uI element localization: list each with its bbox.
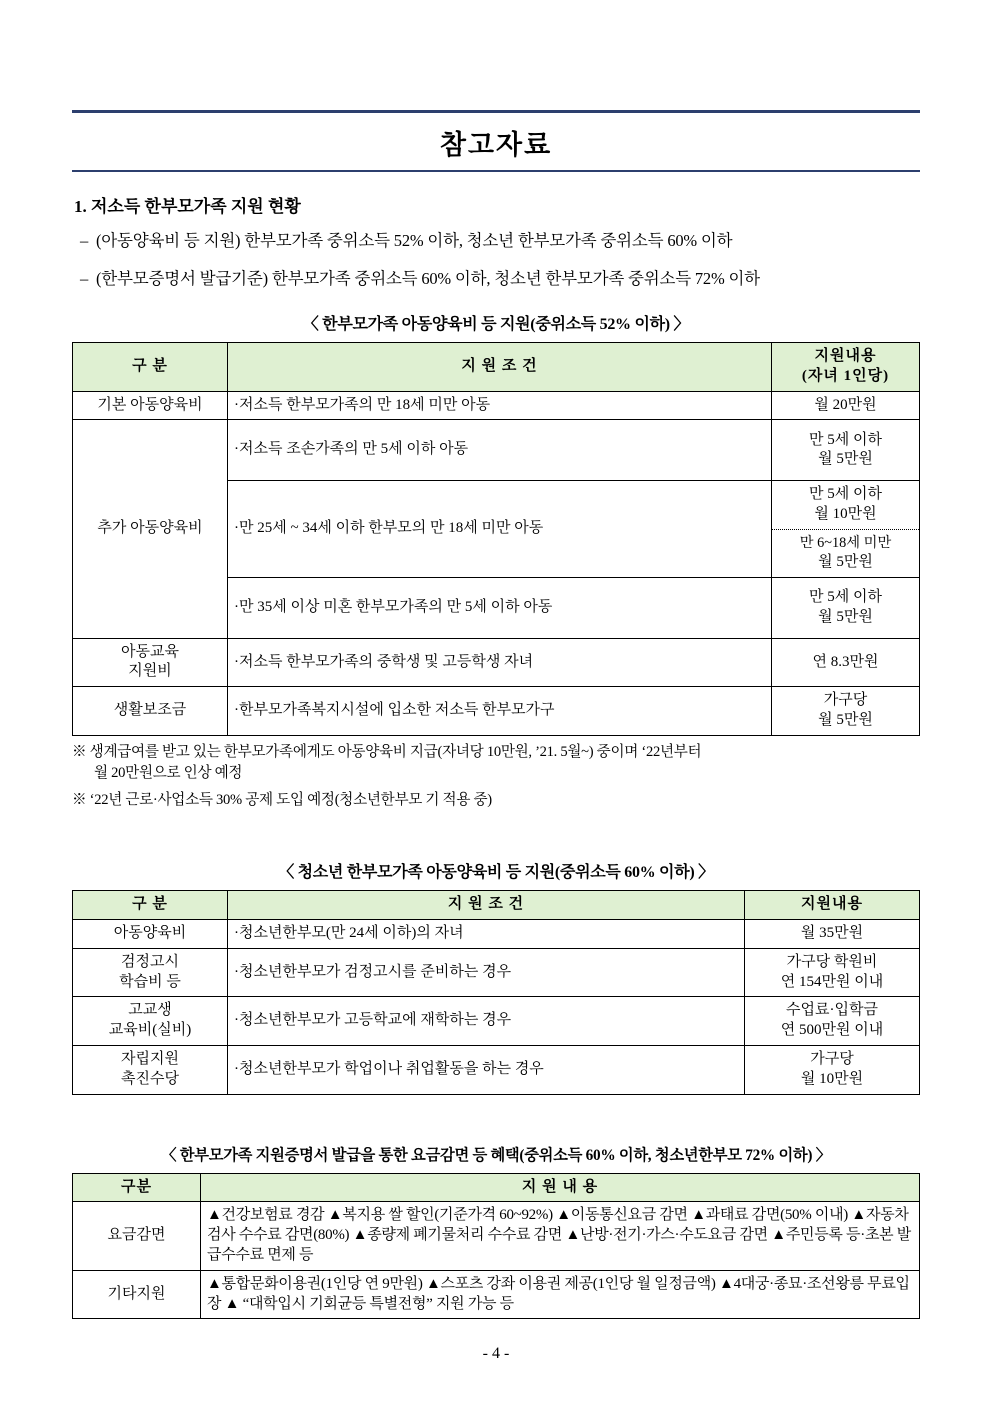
cell-amount-line2: 월 10만원 [800,1070,864,1087]
table-row [73,997,920,1046]
cell-category-line1: 아동양육비 [113,925,187,942]
cell-amount-line2: 월 10만원 [814,506,877,523]
cell-category-line1: 아동교육 [121,643,179,660]
th-category: 구 분 [73,343,228,392]
cell-condition: ·저소득 한부모가족의 중학생 및 고등학생 자녀 [228,638,772,687]
table-header-row [73,891,920,920]
section-heading-1: 1. 저소득 한부모가족 지원 현황 [74,197,301,216]
table-1-note-1 [72,742,920,784]
table-header-row [73,1173,920,1202]
cell-category [73,997,228,1046]
th-category: 구분 [73,1173,201,1202]
cell-amount-line1: 가구당 [823,692,868,709]
cell-amount: 연 8.3만원 [772,638,920,687]
cell-condition: ·청소년한부모가 학업이나 취업활동을 하는 경우 [228,1046,745,1095]
cell-amount-line1: 만 5세 이하 [809,486,882,503]
cell-category-line2: 교육비(실비) [108,1022,192,1039]
cell-category: 추가 아동양육비 [73,420,228,638]
cell-category-line1: 고교생 [128,1002,172,1019]
table-row [73,420,920,481]
cell-amount [772,529,920,577]
cell-amount: 월 20만원 [772,391,920,420]
table-row [73,638,920,687]
cell-amount [745,997,920,1046]
table-row [73,1046,920,1095]
table-1-note-2 [72,790,920,811]
cell-condition: ·청소년한부모가 검정고시를 준비하는 경우 [228,948,745,997]
cell-amount-line3: 만 6~18세 미만 [799,534,892,551]
cell-amount-line1: 수업료·입학금 [786,1002,878,1019]
cell-category [73,638,228,687]
cell-category-line2: 촉진수당 [121,1070,179,1087]
table-header-row [73,343,920,392]
cell-amount [745,948,920,997]
th-amount: 지원내용 [745,891,920,920]
cell-condition: ·저소득 한부모가족의 만 18세 미만 아동 [228,391,772,420]
table-row [73,391,920,420]
bullet-text-1: (아동양육비 등 지원) 한부모가족 중위소득 52% 이하, 청소년 한부모가족 중위소득 60% 이하 [96,231,733,250]
cell-amount [772,687,920,736]
cell-amount-line4: 월 5만원 [818,553,873,570]
table-3-caption: 〈 한부모가족 지원증명서 발급을 통한 요금감면 등 혜택(중위소득 60% 이하, 청소년한부모 72% 이하) 〉 [161,1146,831,1164]
bullet-text-2: (한부모증명서 발급기준) 한부모가족 중위소득 60% 이하, 청소년 한부모가족 중위소득 72% 이하 [96,269,760,288]
spacer [72,1095,920,1121]
title-rule-bottom [72,170,920,172]
cell-condition: ·청소년한부모(만 24세 이하)의 자녀 [228,920,745,949]
cell-category [73,1046,228,1095]
cell-content: ▲건강보험료 경감 ▲복지용 쌀 할인(기준가격 60~92%) ▲이동통신요금 감면 ▲과태료 감면(50% 이내) ▲자동차검사 수수료 감면(80%) ▲종량제 폐기물처리 수수료 감면 ▲난방·전기·가스·수도요금 감면 ▲주민등록 등·초본 발급수수료 면제 등 [201,1202,920,1270]
note-text: ※ 생계급여를 받고 있는 한부모가족에게도 아동양육비 지급(자녀당 10만원, ’21. 5월~) 중이며 ‘22년부터 [72,743,702,760]
table-row [73,687,920,736]
th-amount-line2: (자녀 1인당) [801,367,890,384]
th-content: 지 원 내 용 [201,1173,920,1202]
cell-amount-line1: 가구당 [810,1051,854,1068]
cell-amount-line1: 만 5세 이하 [809,588,882,605]
cell-condition: ·저소득 조손가족의 만 5세 이하 아동 [228,420,772,481]
table-fee-reduction [72,1173,920,1320]
page-title: 참고자료 [439,130,553,160]
cell-amount-line1: 만 5세 이하 [809,431,882,448]
th-condition: 지 원 조 건 [228,891,745,920]
table-row [73,920,920,949]
cell-condition: ·만 35세 이상 미혼 한부모가족의 만 5세 이하 아동 [228,577,772,638]
note-text-indent: 월 20만원으로 인상 예정 [94,764,243,781]
cell-amount-line2: 월 5만원 [818,451,873,468]
bullet-line-1 [80,227,920,251]
table-1-caption: 〈 한부모가족 아동양육비 등 지원(중위소득 52% 이하) 〉 [302,316,690,333]
cell-amount [772,481,920,530]
cell-amount-line2: 월 5만원 [818,712,873,729]
cell-amount-line2: 월 5만원 [818,608,873,625]
table-row [73,1270,920,1319]
bullet-dash-icon: – [80,231,89,250]
cell-category-line1: 검정고시 [121,953,179,970]
table-youth-support [72,890,920,1094]
table-row [73,948,920,997]
th-amount [772,343,920,392]
cell-condition: ·만 25세 ~ 34세 이하 한부모의 만 18세 미만 아동 [228,481,772,577]
cell-amount: 월 35만원 [745,920,920,949]
table-support-basic [72,342,920,736]
cell-amount [772,420,920,481]
cell-content: ▲통합문화이용권(1인당 연 9만원) ▲스포츠 강좌 이용권 제공(1인당 월 일정금액) ▲4대궁·종묘·조선왕릉 무료입장 ▲ “대학입시 기회균등 특별전형” 지원 가능 등 [201,1270,920,1319]
cell-category: 기타지원 [73,1270,201,1319]
th-category: 구 분 [73,891,228,920]
cell-amount-line2: 연 500만원 이내 [780,1022,884,1039]
cell-category [73,948,228,997]
cell-amount-line1: 가구당 학원비 [786,953,878,970]
cell-category: 생활보조금 [73,687,228,736]
note-text: ※ ‘22년 근로·사업소득 30% 공제 도입 예정(청소년한부모 기 적용 중) [72,792,492,809]
cell-amount [745,1046,920,1095]
cell-category-line1: 자립지원 [121,1051,179,1068]
cell-category: 요금감면 [73,1202,201,1270]
cell-category [73,920,228,949]
table-2-caption: 〈 청소년 한부모가족 아동양육비 등 지원(중위소득 60% 이하) 〉 [278,864,714,882]
th-condition: 지 원 조 건 [228,343,772,392]
cell-condition: ·한부모가족복지시설에 입소한 저소득 한부모가구 [228,687,772,736]
table-row [73,1202,920,1270]
cell-category: 기본 아동양육비 [73,391,228,420]
cell-amount [772,577,920,638]
bullet-line-2 [80,265,920,289]
cell-condition: ·청소년한부모가 고등학교에 재학하는 경우 [228,997,745,1046]
cell-category-line2: 학습비 등 [119,973,181,990]
cell-category-line2: 지원비 [128,663,172,680]
page-number: - 4 - [482,1345,510,1362]
th-amount-line1: 지원내용 [814,348,877,364]
cell-amount-line2: 연 154만원 이내 [780,973,884,990]
spacer [72,811,920,837]
bullet-dash-icon: – [80,269,89,288]
